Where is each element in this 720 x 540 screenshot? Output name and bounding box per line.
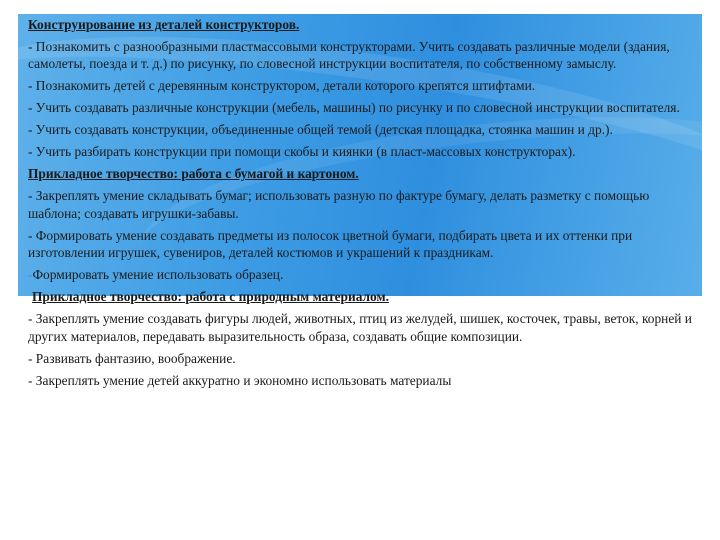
list-item: - Закреплять умение детей аккуратно и экономно использовать материалы: [28, 372, 452, 388]
list-item: - Закреплять умение создавать фигуры людей, животных, птиц из желудей, шишек, косточек, травы, веток, корней и других материалов, передавать выразительность образа, создавать общие композиции.: [28, 311, 692, 344]
list-item: - Развивать фантазию, воображение.: [28, 350, 236, 366]
list-item-text: Формировать умение использовать образец.: [32, 267, 284, 283]
section-heading-constructors: Конструирование из деталей конструкторов.: [28, 17, 300, 32]
list-item: - Учить создавать конструкции, объединенные общей темой (детская площадка, стоянка машин и др.).: [28, 122, 613, 138]
section-heading-paper-cardboard: Прикладное творчество: работа с бумагой и картоном.: [28, 166, 359, 182]
list-item: - Учить создавать различные конструкции (мебель, машины) по рисунку и по словесной инструкции воспитателя.: [28, 100, 680, 116]
list-item: - Закреплять умение складывать бумаг; использовать разную по фактуре бумагу, делать разметку с помощью шаблона; создавать игрушки-забавы.: [28, 188, 650, 221]
list-item: [28, 266, 698, 283]
list-item: - Учить разбирать конструкции при помощи скобы и киянки (в пласт-массовых конструкторах).: [28, 144, 576, 160]
list-item: - Формировать умение создавать предметы из полосок цветной бумаги, подбирать цвета и их оттенки при изготовлении игрушек, сувениров, деталей костюмов и украшений к праздникам.: [28, 227, 633, 261]
list-dash: -: [28, 267, 33, 283]
list-item: - Познакомить детей с деревянным конструктором, детали которого крепятся штифтами.: [28, 78, 536, 94]
list-item: - Познакомить с разнообразными пластмассовыми конструкторами. Учить создавать различные модели (здания, самолеты, поезда и т. д.) по рисунку, по словесной инструкции воспитателя, по собственному замыслу.: [28, 39, 670, 72]
slide-content: [28, 16, 698, 394]
section-heading-natural-material: Прикладное творчество: работа с природным материалом.: [32, 289, 389, 305]
